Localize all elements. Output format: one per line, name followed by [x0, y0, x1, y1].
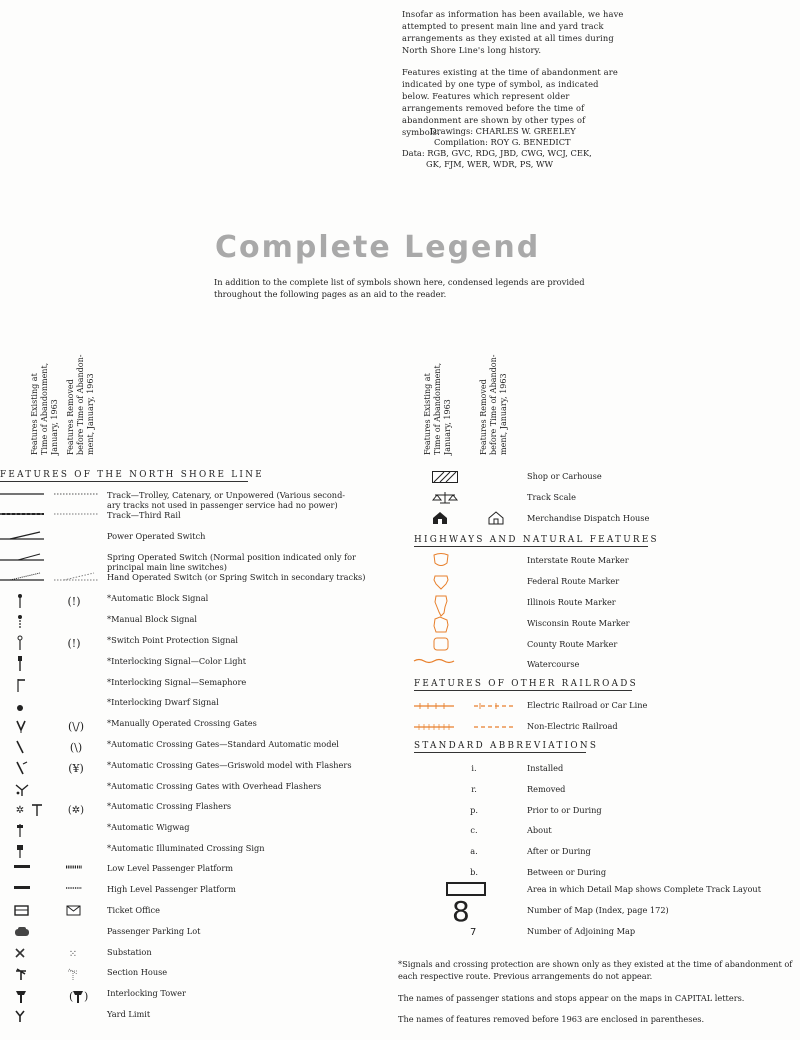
section-highways: HIGHWAYS AND NATURAL FEATURES [414, 535, 659, 545]
legend-label: High Level Passenger Platform [107, 884, 236, 894]
legend-label: Number of Map (Index, page 172) [527, 905, 669, 915]
electric-rr-icon [414, 698, 514, 716]
track-icon [0, 490, 50, 506]
legend-row [0, 822, 400, 842]
abbreviation-meaning: After or During [527, 846, 591, 856]
abbreviation-meaning: Installed [527, 763, 564, 773]
legend-row [414, 553, 794, 573]
legend-label: County Route Marker [527, 639, 618, 649]
legend-label: Track—Trolley, Catenary, or Unpowered (Various second- ary tracks not used in passenger service had no power) [107, 490, 346, 510]
color-light-signal-removed-icon [54, 656, 110, 672]
svg-text:✲: ✲ [15, 805, 25, 816]
legend-label: *Automatic Crossing Gates—Standard Automatic model [107, 739, 339, 749]
svg-text:(✲): (✲) [67, 805, 85, 816]
legend-label: Watercourse [527, 659, 580, 669]
abbreviation: i. [471, 763, 477, 773]
column-head-removed-right: Features Removed before Time of Abandon- ment, January, 1963 [479, 354, 508, 455]
shop-icon [414, 469, 514, 487]
abbreviation: p. [470, 805, 478, 815]
ticket-office-removed-icon [54, 905, 110, 921]
legend-label: *Automatic Block Signal [107, 593, 209, 603]
interstate-shield-icon [414, 553, 514, 571]
intro-paragraph-2: Features existing at the time of abandonment are indicated by one type of symbol, as indicated below. Features which represent older arrangements removed before the time of abandonment are shown by other types of symbols. [402, 67, 618, 137]
legend-row [414, 637, 794, 657]
manual-gates-removed-icon [54, 718, 110, 734]
column-head-existing-right: Features Existing at Time of Abandonment, January, 1963 [423, 362, 452, 455]
power-switch-icon [0, 531, 50, 547]
legend-label: Illinois Route Marker [527, 597, 616, 607]
footnote-parentheses: The names of features removed before 1963 are enclosed in parentheses. [398, 1014, 705, 1024]
legend-row [0, 490, 400, 510]
power-switch-removed-icon [54, 531, 110, 547]
map-number-big: 8 [452, 895, 470, 928]
legend-label: *Manual Block Signal [107, 614, 197, 624]
legend-label: Power Operated Switch [107, 531, 206, 541]
legend-row [414, 657, 794, 677]
abbreviation-row [414, 844, 794, 864]
third-rail-removed-icon [54, 510, 98, 526]
svg-text:(!): (!) [67, 595, 81, 608]
section-abbreviations: STANDARD ABBREVIATIONS [414, 741, 599, 751]
illinois-shape-icon [414, 595, 514, 613]
manual-signal-removed-icon [54, 614, 110, 630]
legend-label: *Interlocking Dwarf Signal [107, 697, 219, 707]
abbreviation-meaning: Removed [527, 784, 566, 794]
legend-row [414, 698, 794, 718]
legend-row [0, 572, 400, 592]
switch-point-signal-removed-icon [54, 635, 110, 651]
abbreviation-row [414, 761, 794, 781]
footnote-stations: The names of passenger stations and stops appear on the maps in CAPITAL letters. [398, 993, 745, 1003]
legend-row [0, 967, 400, 987]
legend-row [0, 988, 400, 1008]
scale-icon [414, 490, 514, 508]
crossing-flashers-removed-icon [54, 801, 110, 817]
legend-row [0, 1009, 400, 1029]
legend-label: Interstate Route Marker [527, 555, 629, 565]
legend-label: Number of Adjoining Map [527, 926, 636, 936]
abbreviation: r. [471, 784, 477, 794]
legend-label: Spring Operated Switch (Normal position indicated only for principal main line switches) [107, 552, 356, 572]
wigwag-removed-icon [54, 822, 110, 838]
legend-row [0, 781, 400, 801]
svg-text:(!): (!) [67, 637, 81, 650]
legend-row [0, 760, 400, 780]
credit-data-1: Data: RGB, GVC, RDG, JBD, CWG, WCJ, CEK, [402, 148, 592, 158]
legend-label: Passenger Parking Lot [107, 926, 201, 936]
legend-row [0, 697, 400, 717]
legend-label: *Automatic Illuminated Crossing Sign [107, 843, 265, 853]
legend-label: *Interlocking Signal—Color Light [107, 656, 247, 666]
legend-row [0, 614, 400, 634]
legend-row [0, 801, 400, 821]
spring-switch-removed-icon [54, 552, 110, 568]
credit-data-2: GK, FJM, WER, WDR, PS, WW [426, 159, 554, 169]
legend-row [0, 947, 400, 967]
hand-switch-removed-icon [54, 572, 98, 588]
legend-label: Shop or Carhouse [527, 471, 602, 481]
spring-switch-icon [0, 552, 50, 568]
footnote-signals: *Signals and crossing protection are shown only as they existed at the time of abandonment of each respective route. Previous arrangements do not appear. [398, 959, 793, 981]
legend-row [414, 595, 794, 615]
legend-row [414, 574, 794, 594]
section-north-shore: FEATURES OF THE NORTH SHORE LINE [0, 470, 264, 480]
substation-removed-icon [54, 947, 110, 963]
credit-drawings: Drawings: CHARLES W. GREELEY [430, 126, 576, 136]
legend-label: *Switch Point Protection Signal [107, 635, 238, 645]
legend-row [0, 718, 400, 738]
abbreviation-row [414, 823, 794, 843]
legend-label: Substation [107, 947, 152, 957]
abbreviation: a. [470, 846, 478, 856]
svg-text:(\/): (\/) [68, 720, 84, 733]
high-platform-removed-icon [54, 884, 110, 900]
legend-label: Section House [107, 967, 168, 977]
low-platform-removed-icon [54, 863, 110, 879]
legend-label: Track Scale [527, 492, 576, 502]
legend-label: Ticket Office [107, 905, 160, 915]
tower-removed-icon [54, 988, 110, 1004]
yard-limit-removed-icon [54, 1009, 110, 1025]
auto-gates-removed-icon [54, 739, 110, 755]
legend-row [0, 510, 400, 530]
abbreviation-meaning: Prior to or During [527, 805, 602, 815]
section-other-railroads: FEATURES OF OTHER RAILROADS [414, 679, 638, 689]
hand-switch-icon [0, 572, 50, 588]
county-marker-icon [414, 637, 514, 655]
legend-row [0, 531, 400, 551]
semaphore-removed-icon [54, 677, 110, 693]
legend-row [0, 739, 400, 759]
svg-text:(: ( [69, 990, 74, 1003]
legend-row [0, 863, 400, 883]
legend-label: *Automatic Crossing Gates—Griswold model with Flashers [107, 760, 352, 770]
legend-row [414, 924, 794, 944]
column-head-existing-left: Features Existing at Time of Abandonment, January, 1963 [30, 362, 59, 455]
svg-text:(¥): (¥) [68, 762, 84, 775]
legend-row [0, 552, 400, 572]
svg-text:): ) [84, 990, 89, 1003]
legend-label: Federal Route Marker [527, 576, 620, 586]
legend-row [0, 926, 400, 946]
track-removed-icon [54, 490, 98, 506]
map-number-small: 7 [470, 927, 477, 938]
adjoining-map-number [414, 924, 514, 942]
legend-label: Wisconsin Route Marker [527, 618, 630, 628]
legend-label: *Interlocking Signal—Semaphore [107, 677, 247, 687]
legend-row [0, 905, 400, 925]
page-subtitle: In addition to the complete list of symbols shown here, condensed legends are provided throughout the following pages as an aid to the reader. [214, 277, 585, 299]
legend-row [414, 490, 794, 510]
map-number [414, 895, 514, 928]
dispatch-house-icon [414, 511, 514, 529]
block-signal-removed-icon [54, 593, 110, 609]
abbreviation: c. [470, 825, 478, 835]
legend-label: Merchandise Dispatch House [527, 513, 650, 523]
page-title: Complete Legend [215, 230, 541, 265]
legend-row [0, 843, 400, 863]
legend-label: Interlocking Tower [107, 988, 186, 998]
legend-label: Area in which Detail Map shows Complete Track Layout [527, 884, 761, 894]
abbreviation-meaning: Between or During [527, 867, 607, 877]
intro-paragraph-1: Insofar as information has been available, we have attempted to present main line and yard track arrangements as they existed at all times during North Shore Line's long history. [402, 9, 624, 55]
legend-row [414, 895, 794, 928]
legend-row [414, 616, 794, 636]
legend-row [414, 469, 794, 489]
legend-label: Electric Railroad or Car Line [527, 700, 648, 710]
non-electric-rr-icon [414, 719, 514, 737]
legend-row [0, 884, 400, 904]
legend-label: Track—Third Rail [107, 510, 181, 520]
dwarf-signal-removed-icon [54, 697, 110, 713]
legend-label: Low Level Passenger Platform [107, 863, 234, 873]
legend-row [0, 656, 400, 676]
griswold-gates-removed-icon [54, 760, 110, 776]
legend-label: *Automatic Wigwag [107, 822, 190, 832]
credits [402, 126, 632, 170]
abbreviation: b. [470, 867, 478, 877]
legend-row [0, 593, 400, 613]
abbreviation-row [414, 782, 794, 802]
column-head-removed-left: Features Removed before Time of Abandon- ment, January, 1963 [66, 354, 95, 455]
crossing-sign-removed-icon [54, 843, 110, 859]
legend-row [414, 511, 794, 531]
wisconsin-shape-icon [414, 616, 514, 634]
third-rail-icon [0, 510, 50, 526]
section-house-removed-icon [54, 967, 110, 983]
overhead-flashers-removed-icon [54, 781, 110, 797]
legend-label: Non-Electric Railroad [527, 721, 618, 731]
credit-compilation: Compilation: ROY G. BENEDICT [434, 137, 571, 147]
watercourse-icon [414, 657, 514, 675]
legend-label: *Manually Operated Crossing Gates [107, 718, 257, 728]
svg-text:⁙: ⁙ [68, 949, 78, 960]
legend-label: *Automatic Crossing Flashers [107, 801, 232, 811]
legend-label: *Automatic Crossing Gates with Overhead Flashers [107, 781, 322, 791]
federal-shield-icon [414, 574, 514, 592]
parking-lot-removed-icon [54, 926, 110, 942]
legend-row [0, 677, 400, 697]
legend-row [414, 882, 794, 902]
abbreviation-meaning: About [527, 825, 552, 835]
legend-row [414, 719, 794, 739]
legend-label: Hand Operated Switch (or Spring Switch in secondary tracks) [107, 572, 366, 582]
svg-text:(\): (\) [69, 741, 83, 754]
abbreviation-row [414, 803, 794, 823]
legend-label: Yard Limit [107, 1009, 151, 1019]
legend-row [0, 635, 400, 655]
